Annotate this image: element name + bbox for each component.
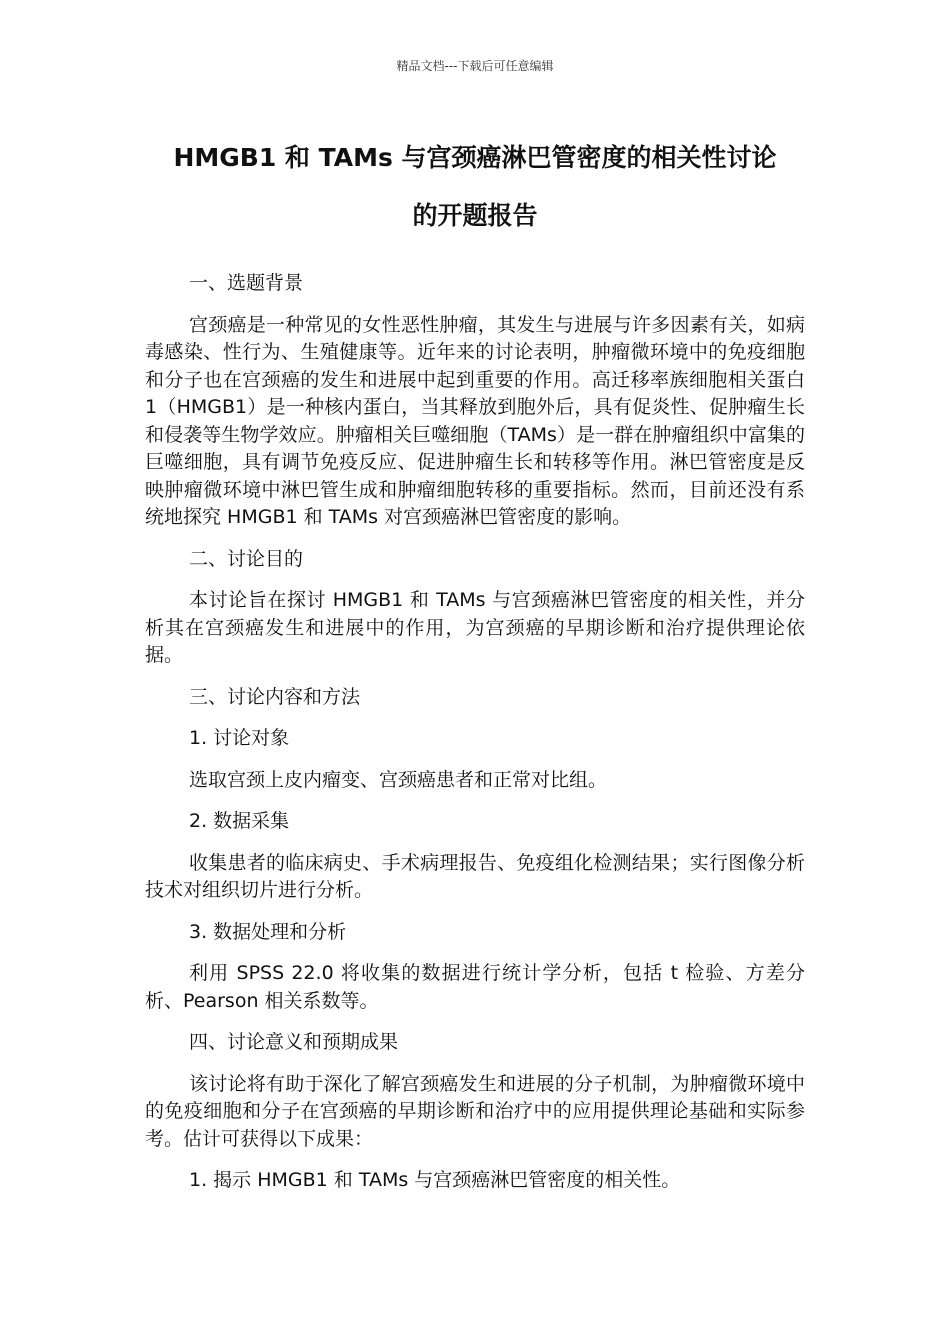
- paragraph-purpose: 本讨论旨在探讨 HMGB1 和 TAMs 与宫颈癌淋巴管密度的相关性，并分析其在宫颈癌发生和进展中的作用，为宫颈癌的早期诊断和治疗提供理论依据。: [145, 589, 805, 666]
- section-heading-significance: 四、讨论意义和预期成果: [189, 1031, 399, 1053]
- subheading-data-collection: 2. 数据采集: [189, 810, 290, 832]
- header-watermark: 精品文档---下载后可任意编辑: [396, 59, 554, 73]
- paragraph-data-analysis: 利用 SPSS 22.0 将收集的数据进行统计学分析，包括 t 检验、方差分析、Pearson 相关系数等。: [145, 962, 805, 1012]
- section-heading-background: 一、选题背景: [189, 272, 304, 294]
- subheading-data-analysis: 3. 数据处理和分析: [189, 920, 347, 943]
- paragraph-significance: 该讨论将有助于深化了解宫颈癌发生和进展的分子机制，为肿瘤微环境中的免疫细胞和分子在宫颈癌的早期诊断和治疗中的应用提供理论基础和实际参考。估计可获得以下成果：: [145, 1072, 805, 1150]
- document-body: [145, 270, 805, 1209]
- section-heading-methods: 三、讨论内容和方法: [189, 685, 361, 708]
- subheading-subjects: 1. 讨论对象: [189, 727, 290, 749]
- section-heading-purpose: 二、讨论目的: [189, 547, 304, 570]
- list-item-outcome-1: 1. 揭示 HMGB1 和 TAMs 与宫颈癌淋巴管密度的相关性。: [189, 1169, 681, 1191]
- paragraph-background: 宫颈癌是一种常见的女性恶性肿瘤，其发生与进展与许多因素有关，如病毒感染、性行为、生殖健康等。近年来的讨论表明，肿瘤微环境中的免疫细胞和分子也在宫颈癌的发生和进展中起到重要的作用。高迁移率族细胞相关蛋白 1（HMGB1）是一种核内蛋白，当其释放到胞外后，具有促炎性、促肿瘤生长和侵袭等生物学效应。肿瘤相关巨噬细胞（TAMs）是一群在肿瘤组织中富集的巨噬细胞，具有调节免疫反应、促进肿瘤生长和转移等作用。淋巴管密度是反映肿瘤微环境中淋巴管生成和肿瘤细胞转移的重要指标。然而，目前还没有系统地探究 HMGB1 和 TAMs 对宫颈癌淋巴管密度的影响。: [145, 313, 805, 528]
- document-title-line-2: 的开题报告: [412, 201, 538, 230]
- paragraph-subjects: 选取宫颈上皮内瘤变、宫颈癌患者和正常对比组。: [189, 768, 608, 791]
- document-title-line-1: HMGB1 和 TAMs 与宫颈癌淋巴管密度的相关性讨论: [173, 143, 777, 172]
- paragraph-data-collection: 收集患者的临床病史、手术病理报告、免疫组化检测结果；实行图像分析技术对组织切片进行分析。: [145, 851, 805, 901]
